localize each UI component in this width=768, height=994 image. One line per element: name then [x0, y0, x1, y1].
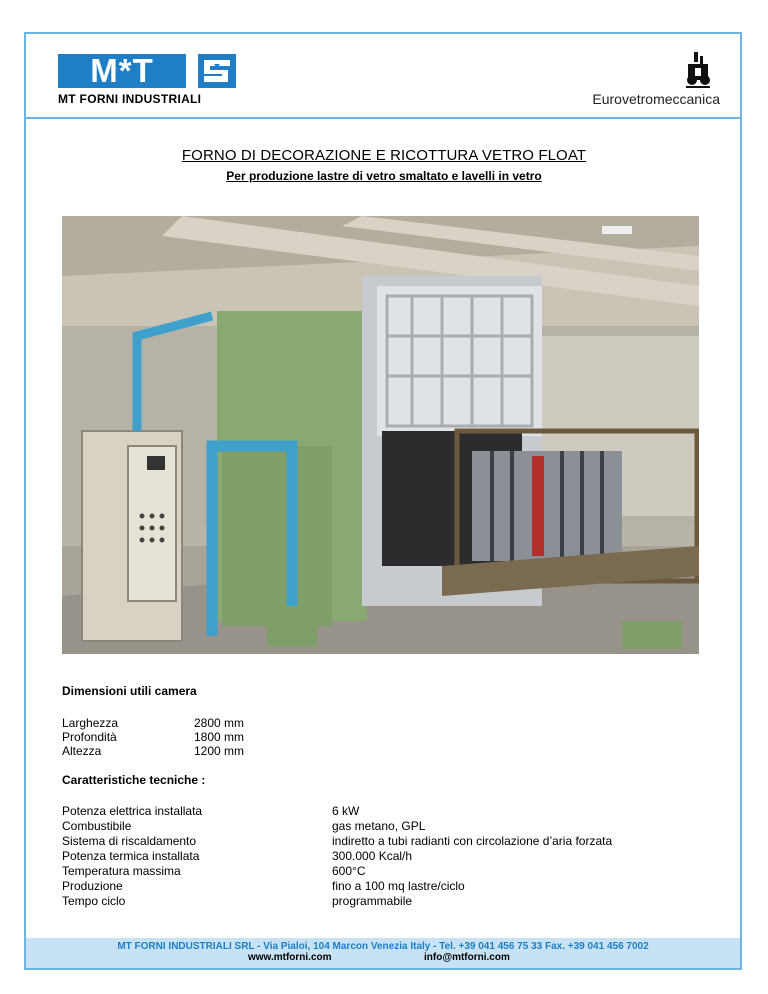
specs-heading: Caratteristiche tecniche :: [62, 773, 206, 787]
partner-name: Eurovetromeccanica: [592, 91, 720, 107]
mt-logo: M*T: [58, 54, 186, 88]
footer-contact-bar: [26, 938, 740, 968]
spec-label: Tempo ciclo: [62, 894, 126, 908]
spec-value: 300.000 Kcal/h: [332, 849, 413, 863]
footer-address: MT FORNI INDUSTRIALI SRL - Via Pialoi, 104 Marcon Venezia Italy - Tel. +39 041 456 75 33 Fax. +39 041 456 7002: [117, 941, 649, 952]
dimension-label: Larghezza: [62, 716, 119, 730]
spec-label: Potenza elettrica installata: [62, 804, 203, 818]
spec-value: indiretto a tubi radianti con circolazione d’aria forzata: [332, 834, 613, 848]
spec-value: fino a 100 mq lastre/ciclo: [332, 879, 465, 893]
dimensions-heading: Dimensioni utili camera: [62, 684, 197, 698]
spec-label: Potenza termica installata: [62, 849, 200, 863]
website-link[interactable]: www.mtforni.com: [248, 952, 332, 963]
mt-logo-mark-icon: [198, 54, 236, 88]
spec-label: Temperatura massima: [62, 864, 181, 878]
dimension-label: Altezza: [62, 744, 102, 758]
company-name: MT FORNI INDUSTRIALI: [58, 92, 202, 106]
spec-label: Produzione: [62, 879, 123, 893]
spec-label: Sistema di riscaldamento: [62, 834, 197, 848]
document-subtitle: Per produzione lastre di vetro smaltato e lavelli in vetro: [226, 169, 542, 183]
furnace-photo: [62, 216, 699, 654]
dimension-value: 2800 mm: [194, 716, 245, 730]
spec-value: programmabile: [332, 894, 413, 908]
header-divider: [26, 117, 740, 119]
dimension-value: 1800 mm: [194, 730, 245, 744]
email-link[interactable]: info@mtforni.com: [424, 952, 510, 963]
dimension-value: 1200 mm: [194, 744, 245, 758]
eurovetromeccanica-logo-icon: [680, 50, 716, 90]
spec-value: 600°C: [332, 864, 366, 878]
spec-value: gas metano, GPL: [332, 819, 426, 833]
spec-label: Combustibile: [62, 819, 132, 833]
dimension-label: Profondità: [62, 730, 117, 744]
footer-links: [26, 952, 740, 964]
spec-value: 6 kW: [332, 804, 360, 818]
document-title: FORNO DI DECORAZIONE E RICOTTURA VETRO FLOAT: [181, 147, 587, 164]
